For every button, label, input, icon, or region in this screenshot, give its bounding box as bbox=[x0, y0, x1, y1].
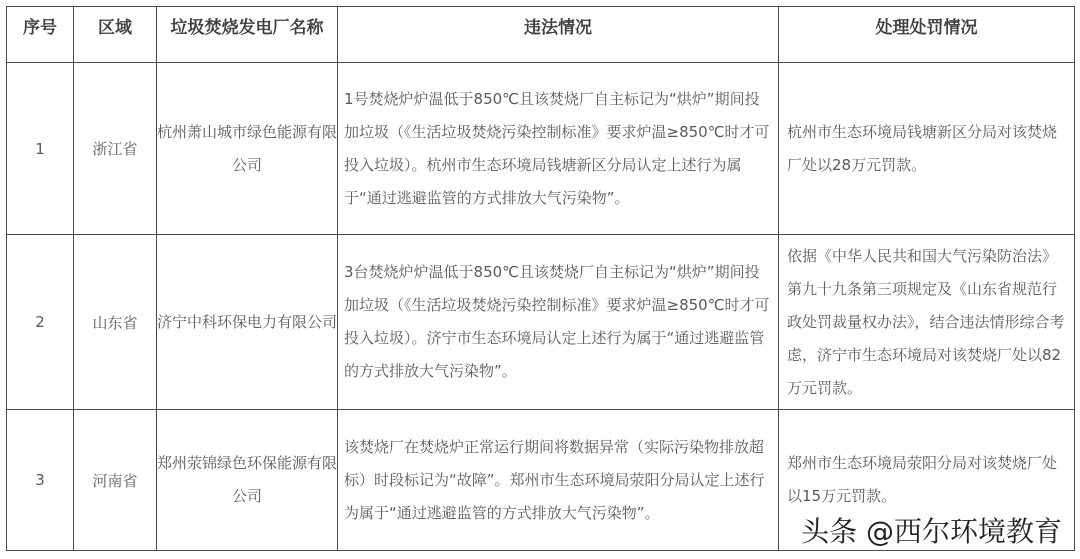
header-penalty: 处理处罚情况 bbox=[779, 7, 1075, 63]
row-region: 山东省 bbox=[74, 235, 157, 410]
header-row bbox=[7, 7, 1075, 63]
row-violation: 1号焚烧炉炉温低于850℃且该焚烧厂自主标记为“烘炉”期间投加垃圾（《生活垃圾焚烧污染控制标准》要求炉温≥850℃时才可投入垃圾）。杭州市生态环境局钱塘新区分局认定上述行为属于“通过逃避监管的方式排放大气污染物”。 bbox=[338, 63, 779, 235]
row-penalty: 杭州市生态环境局钱塘新区分局对该焚烧厂处以28万元罚款。 bbox=[779, 63, 1075, 235]
table-row bbox=[7, 63, 1075, 235]
row-region: 浙江省 bbox=[74, 63, 157, 235]
row-penalty: 郑州市生态环境局荥阳分局对该焚烧厂处以15万元罚款。 bbox=[779, 410, 1075, 551]
row-number: 2 bbox=[7, 235, 74, 410]
row-number: 3 bbox=[7, 410, 74, 551]
row-region: 河南省 bbox=[74, 410, 157, 551]
row-violation: 该焚烧厂在焚烧炉正常运行期间将数据异常（实际污染物排放超标）时段标记为“故障”。郑州市生态环境局荥阳分局认定上述行为属于“通过逃避监管的方式排放大气污染物”。 bbox=[338, 410, 779, 551]
table-row bbox=[7, 235, 1075, 410]
header-plant-name: 垃圾焚烧发电厂名称 bbox=[157, 7, 338, 63]
header-region: 区域 bbox=[74, 7, 157, 63]
violations-table bbox=[6, 6, 1075, 551]
row-penalty: 依据《中华人民共和国大气污染防治法》第九十九条第三项规定及《山东省规范行政处罚裁量权办法》，结合违法情形综合考虑，济宁市生态环境局对该焚烧厂处以82万元罚款。 bbox=[779, 235, 1075, 410]
row-plant-name: 济宁中科环保电力有限公司 bbox=[157, 235, 338, 410]
header-violation: 违法情况 bbox=[338, 7, 779, 63]
row-plant-name: 郑州荥锦绿色环保能源有限公司 bbox=[157, 410, 338, 551]
row-number: 1 bbox=[7, 63, 74, 235]
header-no: 序号 bbox=[7, 7, 74, 63]
watermark: 头条 @西尔环境教育 bbox=[801, 515, 1062, 548]
row-violation: 3台焚烧炉炉温低于850℃且该焚烧厂自主标记为“烘炉”期间投加垃圾（《生活垃圾焚烧污染控制标准》要求炉温≥850℃时才可投入垃圾）。济宁市生态环境局认定上述行为属于“通过逃避监管的方式排放大气污染物”。 bbox=[338, 235, 779, 410]
row-plant-name: 杭州萧山城市绿色能源有限公司 bbox=[157, 63, 338, 235]
